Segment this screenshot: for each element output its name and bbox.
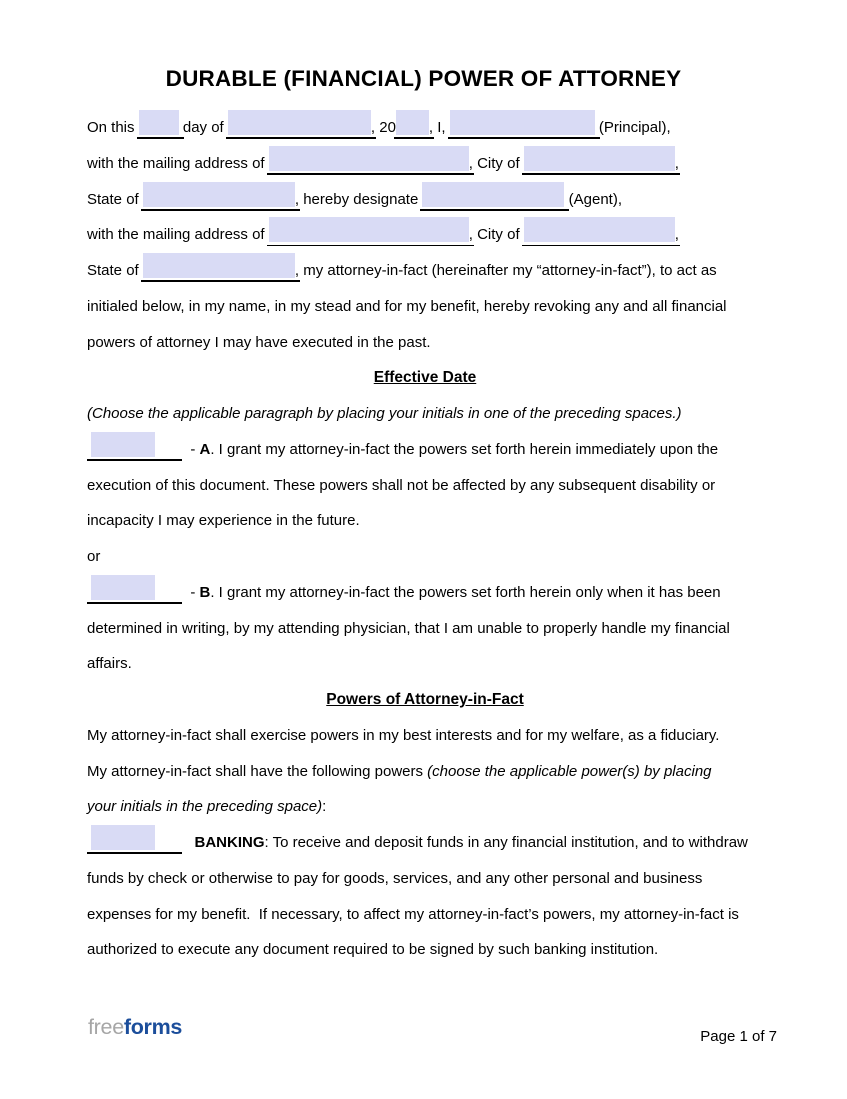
intro-line-1 bbox=[87, 110, 763, 146]
text: My attorney-in-fact shall exercise powers in my best interests and for my welfare, as a fiduciary. bbox=[87, 726, 720, 744]
bold-text: BANKING bbox=[194, 834, 265, 851]
text: , 20 bbox=[370, 119, 396, 136]
text: (Principal), bbox=[594, 119, 671, 136]
text: Effective Date bbox=[373, 369, 477, 387]
text: . I grant my attorney-in-fact the powers set forth herein only when it has been bbox=[210, 583, 721, 601]
text: On this bbox=[87, 119, 139, 136]
bold-text: B bbox=[199, 583, 211, 601]
text: , I, bbox=[428, 119, 450, 136]
principal-city-field[interactable] bbox=[524, 146, 675, 171]
text bbox=[182, 834, 195, 851]
text: Powers of Attorney-in-Fact bbox=[326, 691, 524, 708]
intro-line-5 bbox=[87, 253, 763, 289]
text: State of bbox=[87, 262, 143, 279]
text: (Agent), bbox=[564, 190, 622, 208]
text: with the mailing address of bbox=[87, 154, 269, 172]
text: day of bbox=[178, 119, 228, 136]
principal-address-field[interactable] bbox=[269, 146, 469, 171]
page-number: Page 1 of 7 bbox=[700, 1028, 777, 1045]
principal-name-field[interactable] bbox=[450, 110, 595, 135]
initials-a-field[interactable] bbox=[87, 432, 182, 457]
agent-city-field[interactable] bbox=[524, 217, 675, 242]
document-title: DURABLE (FINANCIAL) POWER OF ATTORNEY bbox=[165, 66, 682, 91]
freeforms-logo bbox=[88, 1014, 182, 1040]
text: with the mailing address of bbox=[87, 226, 269, 244]
text: My attorney-in-fact shall have the following powers bbox=[87, 762, 428, 780]
intro-line-2 bbox=[87, 146, 763, 182]
agent-name-field[interactable] bbox=[422, 182, 564, 207]
agent-state-field[interactable] bbox=[143, 253, 295, 278]
initials-b-field[interactable] bbox=[87, 575, 182, 600]
italic-text: (choose the applicable power(s) by placing bbox=[427, 762, 712, 780]
or-line bbox=[87, 539, 763, 575]
italic-text: (Choose the applicable paragraph by placing your initials in one of the preceding spaces.) bbox=[87, 405, 682, 422]
month-field[interactable] bbox=[228, 110, 371, 135]
text: expenses for my benefit. If necessary, to affect my attorney-in-fact’s powers, my attorney-in-fact is bbox=[87, 905, 739, 923]
text: , City of bbox=[468, 226, 524, 244]
powers-line-3 bbox=[87, 789, 763, 825]
text: initialed below, in my name, in my stead and for my benefit, hereby revoking any and all financial bbox=[87, 297, 727, 315]
text: , City of bbox=[468, 154, 524, 172]
effective-date-instruction bbox=[87, 396, 763, 432]
text: : To receive and deposit funds in any financial institution, and to withdraw bbox=[264, 834, 748, 851]
text: incapacity I may experience in the future. bbox=[87, 512, 360, 530]
text: - bbox=[182, 583, 200, 601]
banking-line-4 bbox=[87, 932, 763, 968]
text: , bbox=[674, 154, 679, 172]
logo-free-text: free bbox=[88, 1015, 124, 1039]
initials-banking-field[interactable] bbox=[87, 825, 182, 850]
text: , my attorney-in-fact (hereinafter my “attorney-in-fact”), to act as bbox=[294, 262, 717, 279]
agent-address-field[interactable] bbox=[269, 217, 469, 242]
principal-state-field[interactable] bbox=[143, 182, 295, 207]
text: execution of this document. These powers shall not be affected by any subsequent disability or bbox=[87, 476, 716, 494]
text: affairs. bbox=[87, 655, 132, 673]
text: : bbox=[322, 798, 327, 816]
clause-b-line-3 bbox=[87, 646, 763, 682]
clause-b-line-2 bbox=[87, 611, 763, 647]
effective-date-heading bbox=[87, 360, 763, 396]
text: authorized to execute any document required to be signed by such banking institution. bbox=[87, 941, 659, 959]
powers-heading bbox=[87, 682, 763, 718]
banking-line-1 bbox=[87, 825, 763, 861]
text: . I grant my attorney-in-fact the powers set forth herein immediately upon the bbox=[210, 440, 719, 458]
italic-text: your initials in the preceding space) bbox=[87, 798, 323, 816]
powers-line-1 bbox=[87, 718, 763, 754]
clause-a-line-1 bbox=[87, 432, 763, 468]
clause-a-line-2 bbox=[87, 468, 763, 504]
document-body bbox=[87, 110, 763, 968]
text: State of bbox=[87, 190, 143, 208]
logo-forms-text: forms bbox=[123, 1015, 183, 1039]
banking-line-2 bbox=[87, 861, 763, 897]
clause-b-line-1 bbox=[87, 575, 763, 611]
text: - bbox=[182, 440, 200, 458]
banking-line-3 bbox=[87, 897, 763, 933]
intro-line-4 bbox=[87, 217, 763, 253]
year-field[interactable] bbox=[396, 110, 429, 135]
intro-line-3 bbox=[87, 182, 763, 218]
day-field[interactable] bbox=[139, 110, 179, 135]
text: funds by check or otherwise to pay for goods, services, and any other personal and business bbox=[87, 869, 703, 887]
text: , hereby designate bbox=[294, 190, 423, 208]
clause-a-line-3 bbox=[87, 503, 763, 539]
text: , bbox=[674, 226, 679, 244]
powers-line-2 bbox=[87, 754, 763, 790]
text: determined in writing, by my attending physician, that I am unable to properly handle my financial bbox=[87, 619, 730, 637]
intro-line-6 bbox=[87, 289, 763, 325]
intro-line-7 bbox=[87, 325, 763, 361]
bold-text: A bbox=[199, 440, 211, 458]
text: powers of attorney I may have executed in the past. bbox=[87, 333, 431, 351]
text: or bbox=[87, 548, 101, 565]
